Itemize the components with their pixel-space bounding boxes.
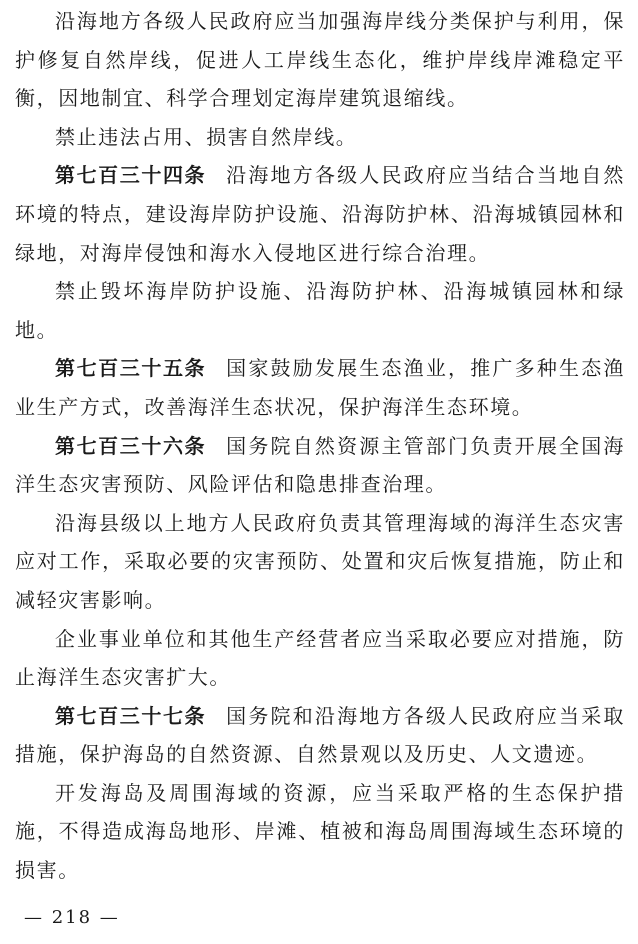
article-736 [15,427,625,504]
paragraph [15,272,625,349]
paragraph [15,118,625,157]
article-734 [15,156,625,272]
paragraph [15,2,625,118]
paragraph-text: 开发海岛及周围海域的资源，应当采取严格的生态保护措施，不得造成海岛地形、岸滩、植被和海岛周围海域生态环境的损害。 [15,780,625,883]
article-number: 第七百三十四条 [55,163,207,188]
paragraph [15,620,625,697]
paragraph [15,774,625,890]
paragraph [15,504,625,620]
paragraph-text: 禁止毁坏海岸防护设施、沿海防护林、沿海城镇园林和绿地。 [15,279,625,342]
article-number: 第七百三十六条 [55,433,207,458]
paragraph-text: 沿海县级以上地方人民政府负责其管理海域的海洋生态灾害应对工作，采取必要的灾害预防、处置和灾后恢复措施，防止和减轻灾害影响。 [15,510,625,612]
paragraph-text: 沿海地方各级人民政府应当结合当地自然环境的特点，建设海岸防护设施、沿海防护林、沿海城镇园林和绿地，对海岸侵蚀和海水入侵地区进行综合治理。 [15,163,625,265]
article-number: 第七百三十七条 [55,703,207,728]
article-737 [15,697,625,774]
document-page [15,0,625,890]
paragraph-text: 企业事业单位和其他生产经营者应当采取必要应对措施，防止海洋生态灾害扩大。 [15,626,625,690]
paragraph-text: 国务院和沿海地方各级人民政府应当采取措施，保护海岛的自然资源、自然景观以及历史、人文遗迹。 [15,703,625,767]
article-number: 第七百三十五条 [55,356,207,381]
paragraph-text: 国家鼓励发展生态渔业，推广多种生态渔业生产方式，改善海洋生态状况，保护海洋生态环境。 [15,356,625,419]
article-735 [15,349,625,426]
paragraph-text: 禁止违法占用、损害自然岸线。 [55,124,358,149]
page-number: — 218 — [24,907,120,928]
paragraph-text: 国务院自然资源主管部门负责开展全国海洋生态灾害预防、风险评估和隐患排查治理。 [15,433,625,497]
paragraph-text: 沿海地方各级人民政府应当加强海岸线分类保护与利用，保护修复自然岸线，促进人工岸线生态化，维护岸线岸滩稳定平衡，因地制宜、科学合理划定海岸建筑退缩线。 [15,9,625,111]
